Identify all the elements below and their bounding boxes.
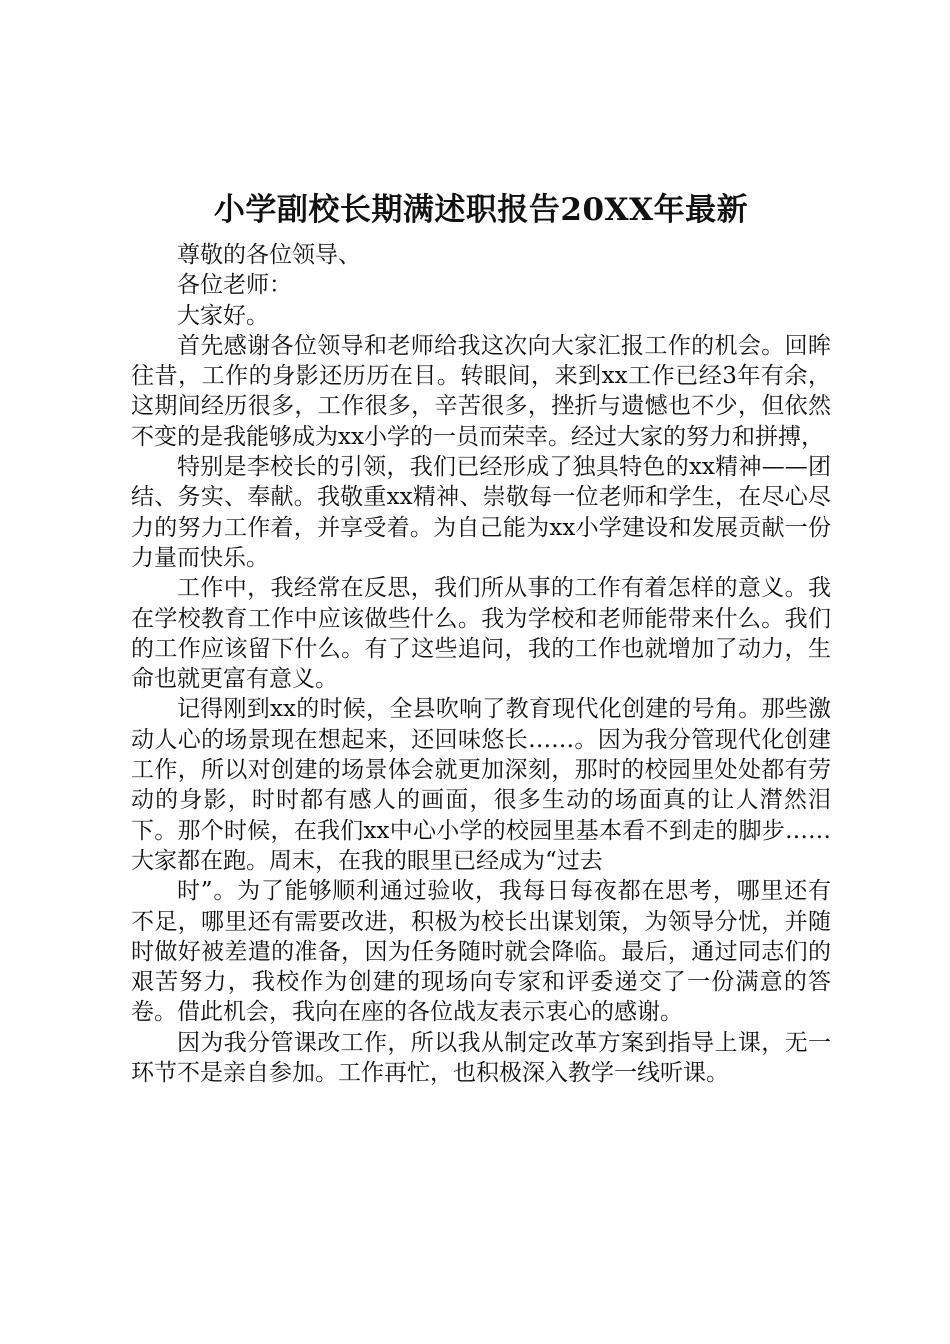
paragraph-5: 时”。为了能够顺利通过验收，我每日每夜都在思考，哪里还有不足，哪里还有需要改进，积极为校长出谋划策，为领导分忧，并随时做好被差遣的准备，因为任务随时就会降临。最后，通过同志们的艰苦努力，我校作为创建的现场向专家和评委递交了一份满意的答卷。借此机会，我向在座的各位战友表示衷心的感谢。 [131,878,831,1026]
paragraph-6: 因为我分管课改工作，所以我从制定改革方案到指导上课，无一环节不是亲自参加。工作再忙，也积极深入教学一线听课。 [131,1029,831,1087]
paragraph-4: 记得刚到xx的时候，全县吹响了教育现代化创建的号角。那些激动人心的场景现在想起来，还回味悠长……。因为我分管现代化创建工作，所以对创建的场景体会就更加深刻，那时的校园里处处都有劳动的身影，时时都有感人的画面，很多生动的场面真的让人潸然泪下。那个时候，在我们xx中心小学的校园里基本看不到走的脚步……大家都在跑。周末，在我的眼里已经成为“过去 [131,696,831,874]
paragraph-salutation-2: 各位老师： [177,272,292,299]
paragraph-salutation-1: 尊敬的各位领导、 [177,242,361,268]
paragraph-1: 首先感谢各位领导和老师给我这次向大家汇报工作的机会。回眸往昔，工作的身影还历历在目。转眼间，来到xx工作已经3年有余，这期间经历很多，工作很多，辛苦很多，挫折与遗憾也不少，但依然不变的是我能够成为xx小学的一员而荣幸。经过大家的努力和拼搏， [131,332,831,450]
paragraph-2: 特别是李校长的引领，我们已经形成了独具特色的xx精神——团结、务实、奉献。我敬重xx精神、崇敬每一位老师和学生，在尽心尽力的努力工作着，并享受着。为自己能为xx小学建设和发展贡献一份力量而快乐。 [131,454,831,571]
document-title: 小学副校长期满述职报告20XX年最新 [213,192,749,228]
document-page [131,188,831,1088]
paragraph-3: 工作中，我经常在反思，我们所从事的工作有着怎样的意义。我在学校教育工作中应该做些什么。我为学校和老师能带来什么。我们的工作应该留下什么。有了这些追问，我的工作也就增加了动力，生命也就更富有意义。 [131,575,831,693]
paragraph-greeting: 大家好。 [177,302,269,329]
